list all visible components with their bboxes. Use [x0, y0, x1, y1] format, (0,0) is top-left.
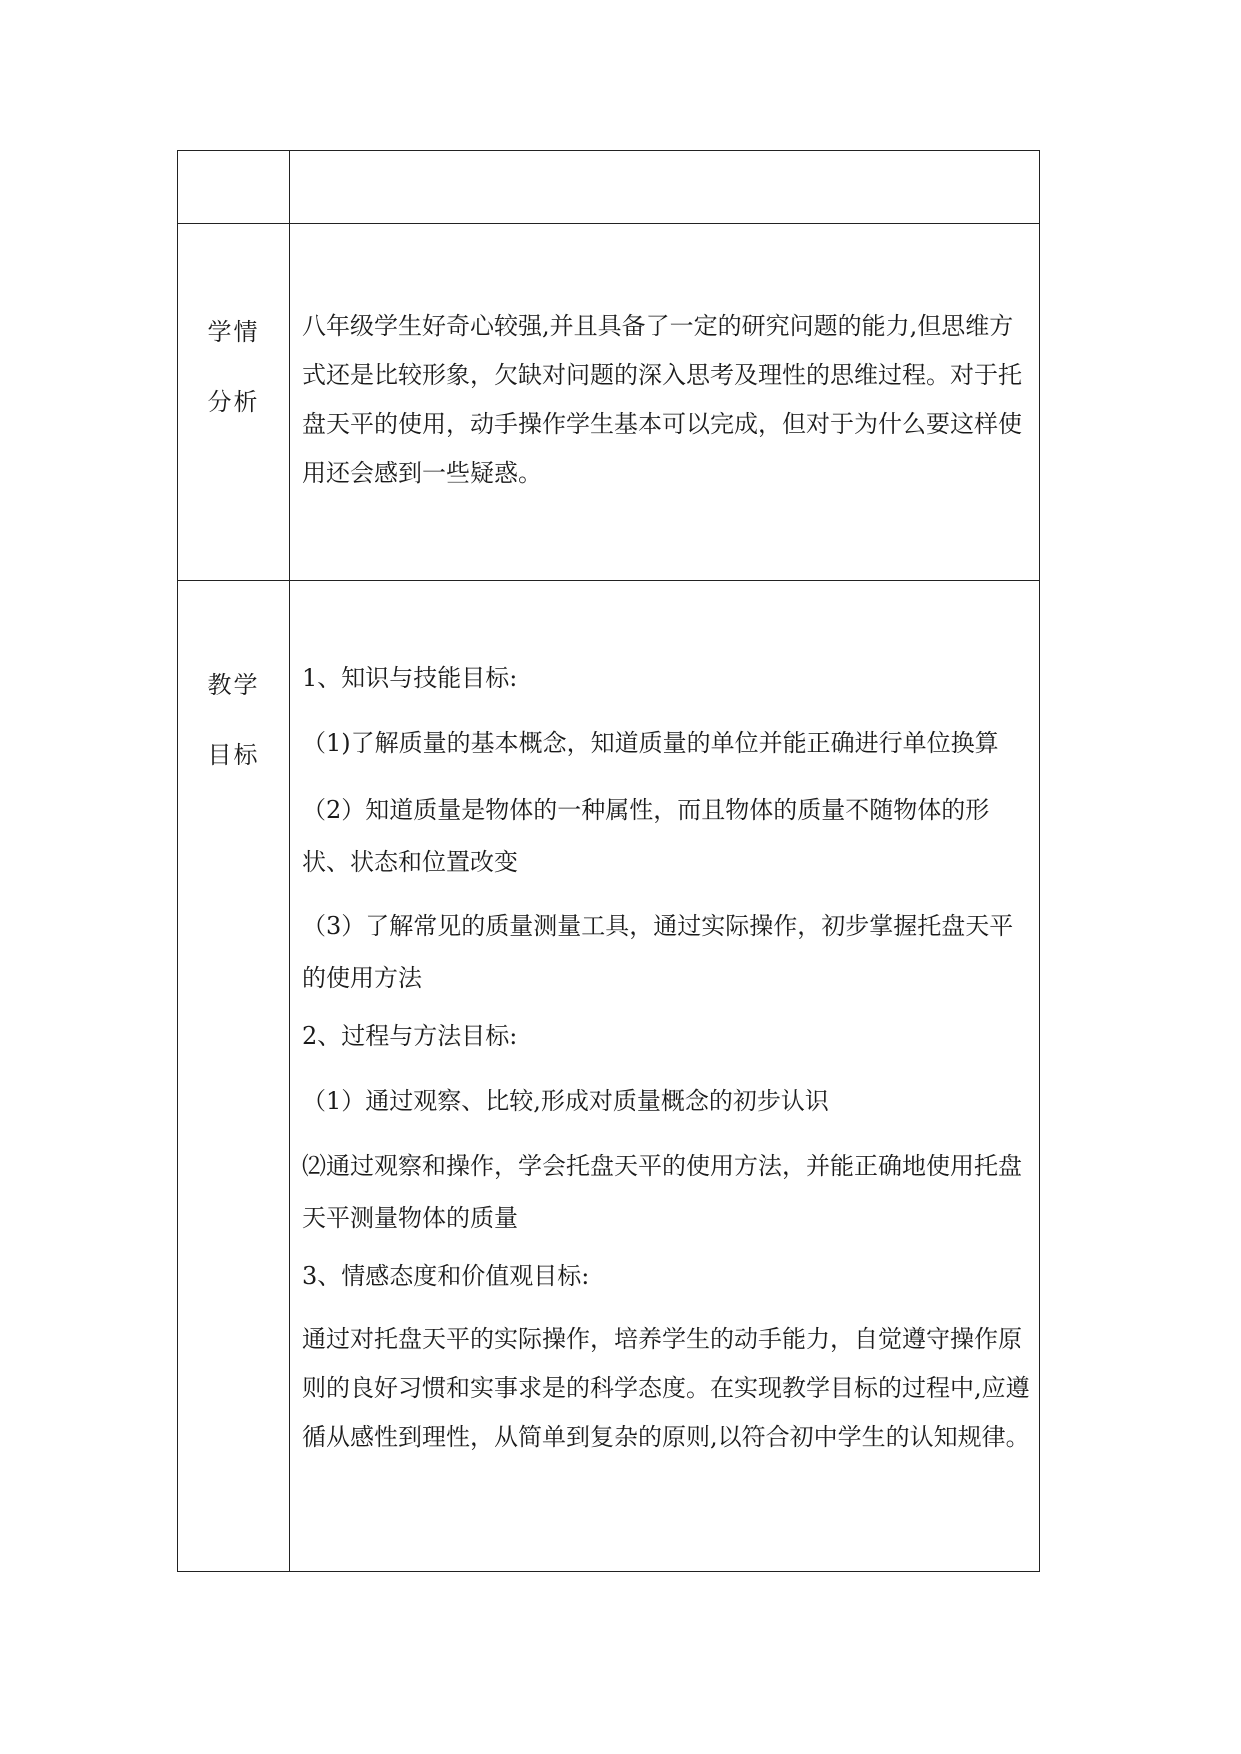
- teaching-goals-label-line-2: 目标: [207, 741, 260, 769]
- empty-label-cell: [178, 151, 290, 224]
- teaching-goals-label-cell: [178, 581, 290, 1572]
- goal-heading-attitude: 3、情感态度和价值观目标:: [302, 1262, 590, 1290]
- student-analysis-label-line-2: 分析: [207, 388, 260, 416]
- student-analysis-label-line-1: 学情: [207, 318, 260, 346]
- table-row-student-analysis: [178, 224, 1040, 581]
- goal-item-knowledge-2: （2）知道质量是物体的一种属性，而且物体的质量不随物体的形状、状态和位置改变: [302, 796, 990, 876]
- goal-item-attitude: 通过对托盘天平的实际操作，培养学生的动手能力，自觉遵守操作原则的良好习惯和实事求是的科学态度。在实现教学目标的过程中,应遵循从感性到理性，从简单到复杂的原则,以符合初中学生的认知规律。: [302, 1325, 1030, 1451]
- table-row-empty: [178, 151, 1040, 224]
- student-analysis-text: 八年级学生好奇心较强,并且具备了一定的研究问题的能力,但思维方式还是比较形象，欠缺对问题的深入思考及理性的思维过程。对于托盘天平的使用，动手操作学生基本可以完成，但对于为什么要这样使用还会感到一些疑惑。: [302, 312, 1022, 487]
- goal-heading-process: 2、过程与方法目标:: [302, 1022, 518, 1050]
- teaching-goals-content-cell: [290, 581, 1040, 1572]
- goal-item-knowledge-3: （3）了解常见的质量测量工具，通过实际操作，初步掌握托盘天平的使用方法: [302, 912, 1014, 992]
- goal-item-process-1: （1）通过观察、比较,形成对质量概念的初步认识: [302, 1087, 829, 1115]
- goal-item-knowledge-1: （1)了解质量的基本概念，知道质量的单位并能正确进行单位换算: [302, 729, 999, 757]
- goal-item-process-2: ⑵通过观察和操作，学会托盘天平的使用方法，并能正确地使用托盘天平测量物体的质量: [302, 1152, 1022, 1232]
- goal-heading-knowledge: 1、知识与技能目标:: [302, 664, 518, 692]
- teaching-goals-label-line-1: 教学: [207, 671, 260, 699]
- student-analysis-label-cell: [178, 224, 290, 581]
- student-analysis-content-cell: [290, 224, 1040, 581]
- table-row-teaching-goals: [178, 581, 1040, 1572]
- empty-content-cell: [290, 151, 1040, 224]
- lesson-plan-table: [177, 150, 1040, 1572]
